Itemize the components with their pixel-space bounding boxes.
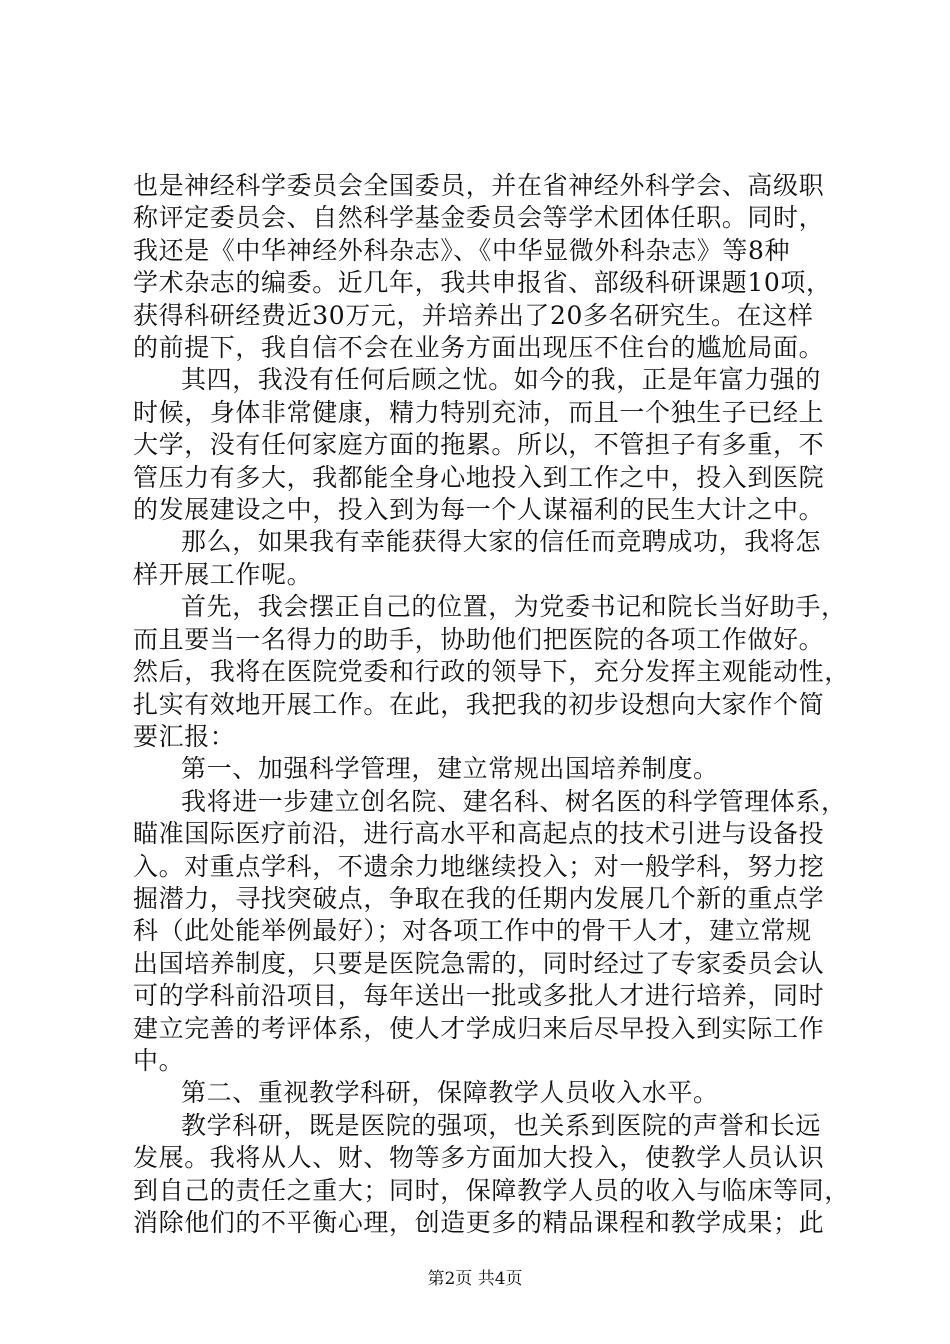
- page-number: 第2页 共4页: [427, 1269, 523, 1289]
- document-body: [133, 170, 850, 1239]
- text-line: 到自己的责任之重大；同时，保障教学人员的收入与临床等同，: [133, 1175, 850, 1205]
- text-line: 也是神经科学委员会全国委员，并在省神经外科学会、高级职: [133, 171, 825, 200]
- text-line: 我将进一步建立创名院、建名科、树名医的科学管理体系，: [181, 786, 847, 816]
- text-line: 的发展建设之中，投入到为每一个人谋福利的民生大计之中。: [133, 495, 825, 525]
- text-line: 中。: [133, 1045, 185, 1075]
- text-line: 的前提下，我自信不会在业务方面出现压不住台的尴尬局面。: [133, 333, 825, 363]
- text-line: 管压力有多大，我都能全身心地投入到工作之中，投入到医院: [133, 462, 825, 492]
- text-line: 我还是《中华神经外科杂志》、《中华显微外科杂志》等8种: [133, 235, 791, 265]
- text-line: 教学科研，既是医院的强项，也关系到医院的声誉和长远: [181, 1110, 822, 1140]
- text-line: 入。对重点学科，不遗余力地继续投入；对一般学科，努力挖: [133, 851, 825, 881]
- text-line: 其四，我没有任何后顾之忧。如今的我，正是年富力强的: [181, 365, 822, 395]
- text-line: 那么，如果我有幸能获得大家的信任而竞聘成功，我将怎: [181, 527, 822, 557]
- text-line: 出国培养制度，只要是医院急需的，同时经过了专家委员会认: [133, 948, 825, 978]
- text-line: 而且要当一名得力的助手，协助他们把医院的各项工作做好。: [133, 624, 825, 654]
- text-line: 消除他们的不平衡心理，创造更多的精品课程和教学成果；此: [133, 1208, 825, 1237]
- text-line: 首先，我会摆正自己的位置，为党委书记和院长当好助手，: [181, 592, 847, 622]
- text-line: 掘潜力，寻找突破点，争取在我的任期内发展几个新的重点学: [133, 883, 825, 913]
- text-line: 称评定委员会、自然科学基金委员会等学术团体任职。同时，: [133, 203, 825, 233]
- text-line: 瞄准国际医疗前沿，进行高水平和高起点的技术引进与设备投: [133, 819, 825, 849]
- text-line: 时候，身体非常健康，精力特别充沛，而且一个独生子已经上: [133, 397, 825, 427]
- text-line: 扎实有效地开展工作。在此，我把我的初步设想向大家作个简: [133, 689, 825, 719]
- section-heading: 第一、加强科学管理，建立常规出国培养制度。: [181, 754, 719, 784]
- text-line: 然后，我将在医院党委和行政的领导下，充分发挥主观能动性，: [133, 657, 850, 687]
- section-heading: 第二、重视教学科研，保障教学人员收入水平。: [181, 1078, 719, 1108]
- text-line: 建立完善的考评体系，使人才学成归来后尽早投入到实际工作: [133, 1013, 825, 1043]
- text-line: 要汇报：: [133, 721, 236, 751]
- text-line: 可的学科前沿项目，每年送出一批或多批人才进行培养，同时: [133, 981, 825, 1011]
- text-line: 获得科研经费近30万元，并培养出了20多名研究生。在这样: [133, 300, 814, 330]
- text-line: 学术杂志的编委。近几年，我共申报省、部级科研课题10项，: [133, 268, 832, 298]
- text-line: 样开展工作呢。: [133, 559, 313, 589]
- text-line: 大学，没有任何家庭方面的拖累。所以，不管担子有多重，不: [133, 430, 825, 460]
- text-line: 科（此处能举例最好）；对各项工作中的骨干人才，建立常规: [133, 916, 812, 946]
- text-line: 发展。我将从人、财、物等多方面加大投入，使教学人员认识: [133, 1143, 825, 1173]
